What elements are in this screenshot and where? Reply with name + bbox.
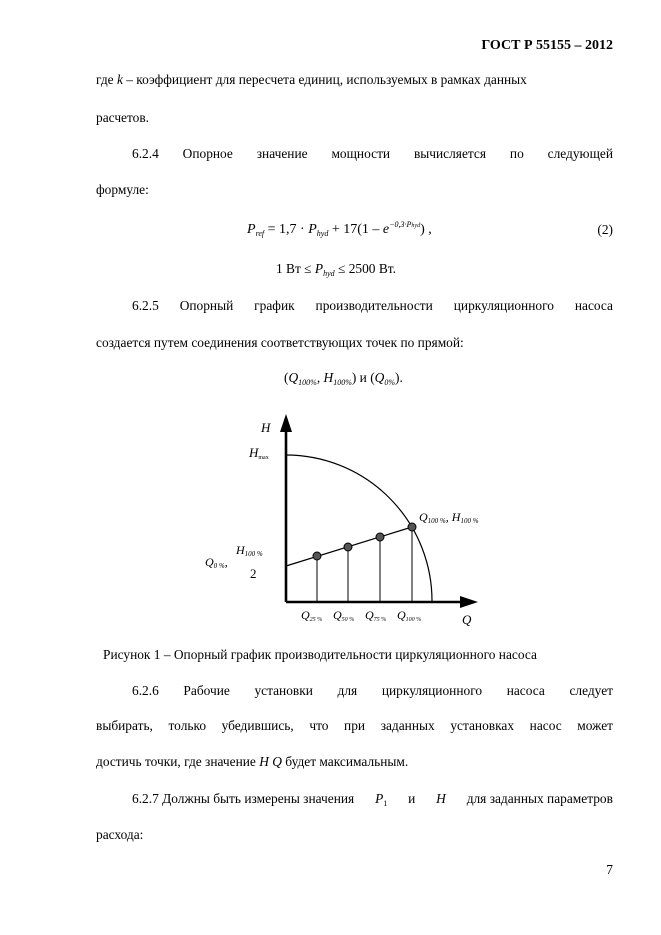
paragraph-625-line1: 6.2.5 Опорный график производительности циркуляционного насоса — [132, 298, 613, 313]
word-where: где — [96, 72, 114, 87]
left-Q: Q — [205, 555, 214, 569]
constraint-hyd-subscript: hyd — [323, 269, 335, 278]
constraint-left: 1 Вт ≤ — [276, 261, 312, 276]
hmax-label — [248, 445, 269, 461]
axis-h-label: H — [261, 420, 271, 435]
paragraph-k-line1 — [96, 72, 613, 88]
top-q-sub: 100 % — [427, 517, 446, 525]
x-label-q75 — [365, 608, 386, 623]
figure-caption: Рисунок 1 – Опорный график производительности циркуляционного насоса — [103, 647, 537, 662]
formula-exponent: −0,3·P — [389, 220, 412, 229]
q-axis-arrow — [460, 596, 478, 608]
p627-post: для заданных параметров — [466, 791, 613, 806]
p626-HQ: H Q — [259, 754, 282, 769]
paragraph-626-line1: 6.2.6 Рабочие установки для циркуляционного насоса следует — [132, 683, 613, 698]
formula-close: ) , — [420, 222, 432, 237]
x-q75-Q: Q — [365, 608, 374, 622]
formula-P: P — [247, 222, 256, 237]
x-q100-Q: Q — [397, 608, 406, 622]
document-code: ГОСТ Р 55155 – 2012 — [481, 38, 613, 53]
point-q75 — [376, 533, 384, 541]
paragraph-k-line2: расчетов. — [96, 110, 150, 125]
paragraph-627-line2: расхода: — [96, 827, 144, 842]
page-number: 7 — [606, 862, 613, 877]
formula-e: e — [382, 222, 390, 237]
top-H: H — [451, 510, 461, 524]
point-q25 — [313, 552, 321, 560]
paragraph-626-line3 — [96, 754, 408, 770]
top-comma: , — [445, 510, 449, 524]
top-Q: Q — [419, 510, 428, 524]
top-h-sub: 100 % — [460, 517, 479, 525]
formula-exponent-sub: hyd — [411, 223, 421, 229]
point-q50 — [344, 543, 352, 551]
formula-ref-subscript: ref — [255, 229, 265, 238]
x-q100-sub: 100 % — [405, 617, 422, 623]
left-Q-label — [205, 555, 228, 570]
k-definition-text: – коэффициент для пересчета единиц, используемых в рамках данных — [126, 72, 527, 87]
points-end: ). — [395, 370, 403, 385]
formula-2 — [247, 220, 432, 238]
points-H: H — [323, 370, 334, 385]
symbol-k: k — [116, 72, 123, 87]
p627-pre: 6.2.7 Должны быть измерены значения — [132, 791, 355, 806]
x-q50-Q: Q — [333, 608, 342, 622]
paragraph-627-line1 — [132, 791, 613, 808]
p627-and: и — [408, 791, 416, 806]
p627-P-sub: 1 — [383, 799, 388, 808]
x-q50-sub: 50 % — [341, 617, 355, 623]
left-H-label — [235, 543, 263, 558]
x-label-q100 — [397, 608, 421, 623]
points-h100-sub: 100% — [333, 378, 352, 387]
formula-coef: = 1,7 · — [267, 222, 305, 237]
hmax-H: H — [249, 445, 259, 460]
points-and: ) и ( — [351, 370, 375, 385]
points-line — [284, 370, 403, 387]
points-q0-sub: 0% — [384, 378, 395, 387]
p626-post: будет максимальным. — [285, 754, 409, 769]
h-axis-arrow — [280, 414, 292, 432]
paragraph-624-line2: формуле: — [96, 182, 149, 197]
formula-number: (2) — [597, 222, 613, 237]
point-q100 — [408, 523, 416, 531]
formula-P-hyd: P — [308, 222, 317, 237]
left-q-sub: 0 % — [213, 562, 225, 570]
left-two-label: 2 — [250, 566, 257, 581]
x-label-q50 — [333, 608, 354, 623]
points-Q0: Q — [374, 370, 385, 385]
constraint-line — [276, 261, 396, 278]
formula-plus-term: + 17(1 – — [331, 222, 380, 237]
p627-P: P — [375, 791, 384, 806]
x-q25-sub: 25 % — [309, 617, 323, 623]
points-Q: Q — [288, 370, 299, 385]
paragraph-625-line2: создается путем соединения соответствующих точек по прямой: — [96, 335, 464, 350]
left-h-sub: 100 % — [244, 550, 263, 558]
x-q75-sub: 75 % — [373, 617, 387, 623]
paragraph-626-line2: выбирать, только убедившись, что при заданных установках насос может — [96, 718, 613, 733]
p626-pre: достичь точки, где значение — [96, 754, 256, 769]
x-label-q25 — [301, 608, 322, 623]
constraint-right: ≤ 2500 Вт. — [338, 261, 396, 276]
formula-hyd-subscript: hyd — [316, 229, 329, 238]
top-point-label — [419, 510, 479, 525]
x-q25-Q: Q — [301, 608, 310, 622]
p627-H: H — [436, 791, 446, 806]
reference-curve-figure — [190, 405, 490, 637]
paren-open: ( — [284, 370, 289, 385]
axis-q-label: Q — [462, 612, 472, 627]
hmax-sub: max — [258, 455, 269, 461]
paragraph-624-line1: 6.2.4 Опорное значение мощности вычисляется по следующей — [132, 146, 613, 161]
left-comma: , — [224, 555, 228, 569]
left-H: H — [236, 543, 245, 557]
points-comma: , — [316, 370, 321, 385]
constraint-P: P — [314, 261, 324, 276]
points-q100-sub: 100% — [298, 378, 317, 387]
